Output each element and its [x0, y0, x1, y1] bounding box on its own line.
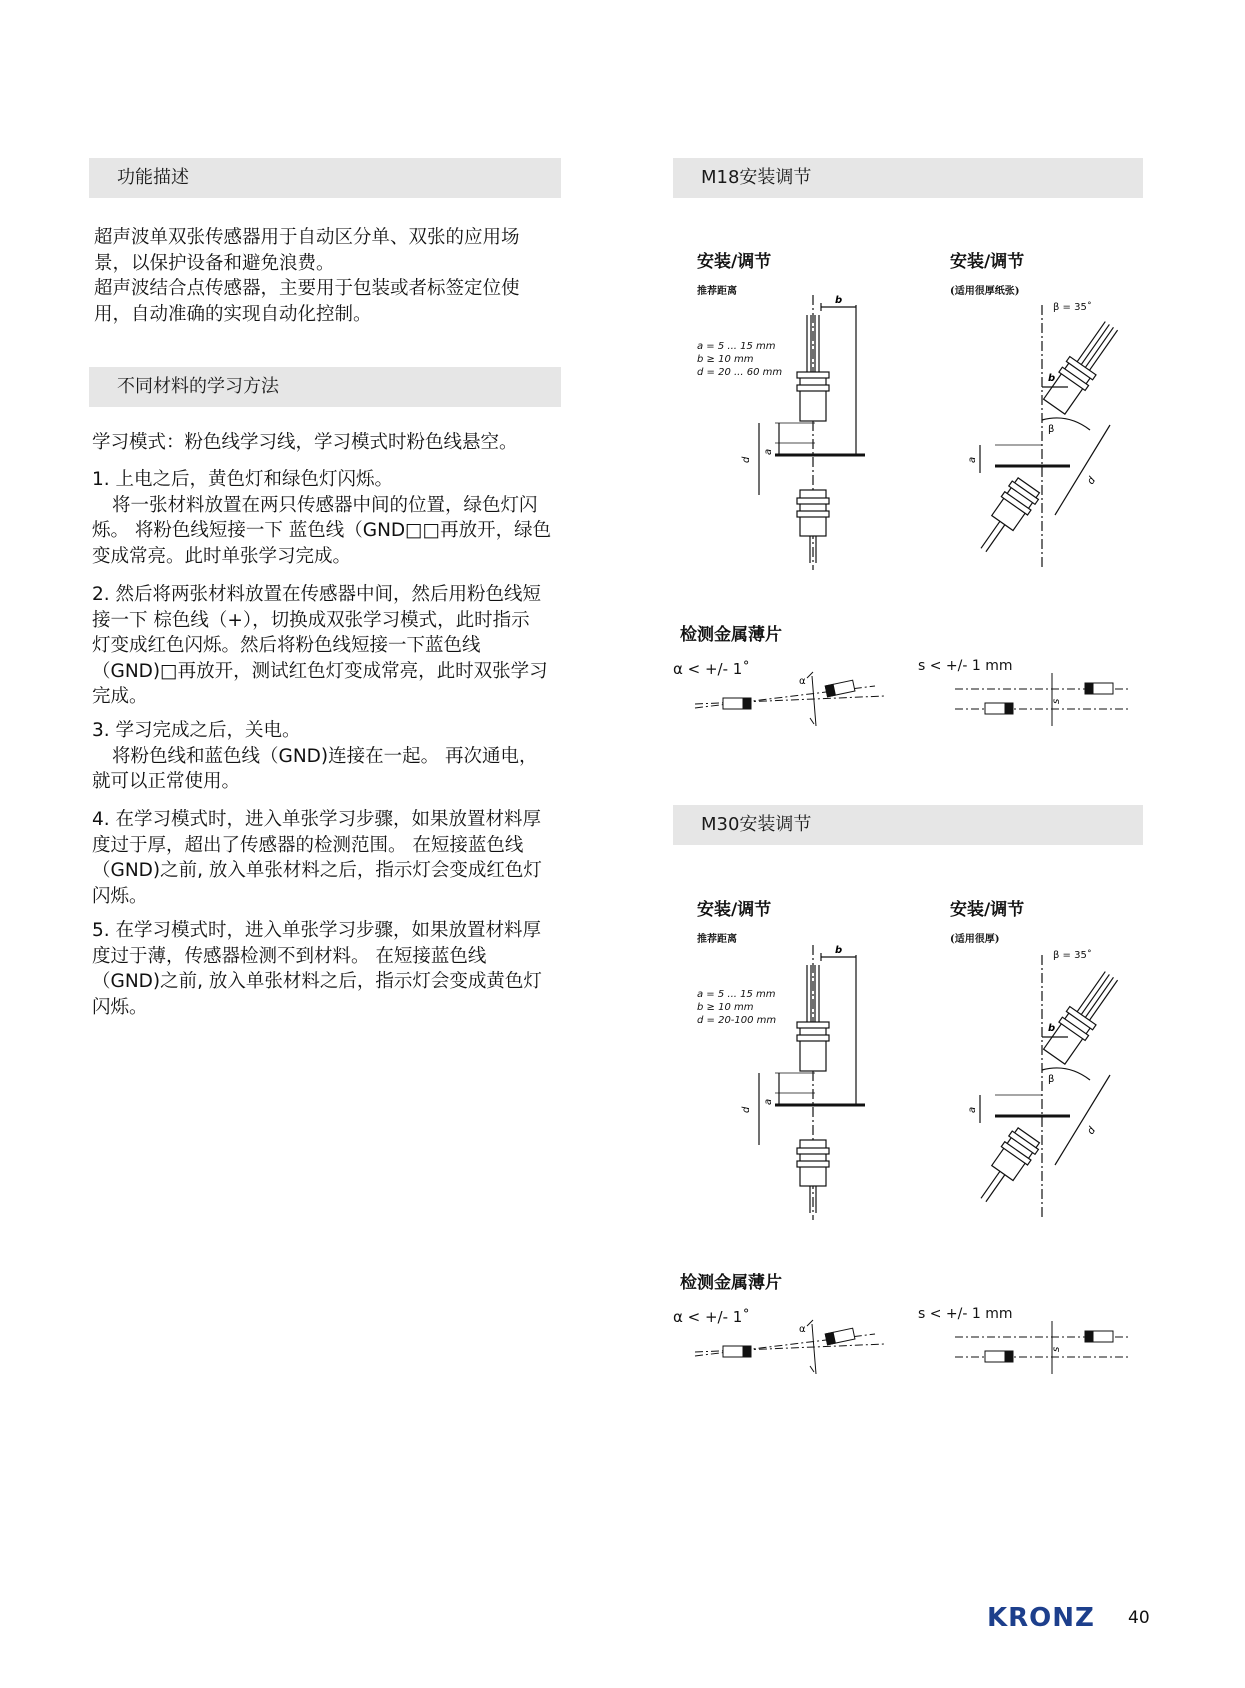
- b-dimension-label: b: [1048, 1023, 1056, 1034]
- page-number: 40: [1128, 1608, 1150, 1628]
- spec-b: b ≥ 10 mm: [697, 354, 754, 365]
- text-line: 5. 在学习模式时，进入单张学习步骤，如果放置材料厚: [92, 920, 542, 941]
- text-line: 度过于薄，传感器检测不到材料。 在短接蓝色线: [92, 945, 487, 967]
- text-line: 就可以正常使用。: [92, 771, 241, 792]
- m18-diagram2-subtitle: (适用很厚纸张): [950, 286, 1020, 297]
- text-line: 4. 在学习模式时，进入单张学习步骤，如果放置材料厚: [92, 809, 542, 830]
- beta-angle-label: β = 35˚: [1053, 950, 1092, 961]
- text-line: 超声波结合点传感器，主要用于包装或者标签定位使: [94, 278, 520, 299]
- text-line: 闪烁。: [92, 996, 148, 1018]
- m18-diagram1-subtitle: 推荐距离: [697, 286, 737, 297]
- text-line: 1. 上电之后，黄色灯和绿色灯闪烁。: [92, 469, 394, 490]
- text-line: 闪烁。: [92, 885, 148, 907]
- text-line: 灯变成红色闪烁。然后将粉色线短接一下蓝色线: [92, 635, 481, 656]
- beta-symbol: β: [1048, 1074, 1055, 1085]
- m30-angled-sensor-diagram: [960, 955, 1120, 1225]
- section-header-function: [89, 158, 561, 198]
- spec-d: d = 20 ... 60 mm: [697, 367, 783, 378]
- section-header-m30: [673, 805, 1143, 845]
- m18-angled-sensor-diagram: [960, 305, 1120, 575]
- beta-symbol: β: [1048, 424, 1055, 435]
- m18-s-offset-diagram: [955, 668, 1130, 728]
- m18-alpha-diagram: [695, 668, 885, 728]
- spec-d: d = 20-100 mm: [697, 1015, 777, 1026]
- text-line: 学习模式：粉色线学习线，学习模式时粉色线悬空。: [92, 432, 518, 453]
- learning-step-4: [92, 807, 572, 909]
- m18-diagram1-title: 安装/调节: [697, 252, 772, 272]
- m30-detect-title: 检测金属薄片: [680, 1273, 782, 1293]
- a-dimension-label: a: [967, 1106, 978, 1113]
- text-line: （GND)之前, 放入单张材料之后，指示灯会变成红色灯: [92, 860, 542, 881]
- text-line: （GND)之前, 放入单张材料之后，指示灯会变成黄色灯: [92, 971, 542, 992]
- text-line: 将粉色线和蓝色线（GND)连接在一起。 再次通电，: [112, 745, 538, 767]
- d-dimension-label: d: [1085, 475, 1099, 487]
- text-line: 完成。: [92, 686, 148, 707]
- m18-s-tolerance: s < +/- 1 mm: [918, 658, 1013, 674]
- text-line: 度过于厚，超出了传感器的检测范围。 在短接蓝色线: [92, 834, 524, 856]
- spec-b: b ≥ 10 mm: [697, 1002, 754, 1013]
- m18-diagram2-title: 安装/调节: [950, 252, 1025, 272]
- a-dimension-label: a: [763, 448, 774, 455]
- a-dimension-label: a: [763, 1098, 774, 1105]
- b-dimension-label: b: [835, 945, 843, 956]
- m18-alpha-tolerance: α < +/- 1˚: [673, 660, 750, 678]
- m30-diagram1-subtitle: 推荐距离: [697, 934, 737, 945]
- learning-step-1: [92, 467, 572, 569]
- beta-angle-label: β = 35˚: [1053, 302, 1092, 313]
- text-line: 将一张材料放置在两只传感器中间的位置，绿色灯闪: [112, 494, 538, 516]
- text-line: 超声波单双张传感器用于自动区分单、双张的应用场: [94, 227, 520, 248]
- text-line: 2. 然后将两张材料放置在传感器中间，然后用粉色线短: [92, 584, 542, 605]
- spec-a: a = 5 ... 15 mm: [697, 989, 776, 1000]
- m30-diagram1-title: 安装/调节: [697, 900, 772, 920]
- section-header-m18: [673, 158, 1143, 198]
- learning-intro: [92, 430, 572, 456]
- m18-opposed-sensor-diagram: [735, 295, 875, 570]
- m18-detect-title: 检测金属薄片: [680, 625, 782, 645]
- s-dimension-label: s: [1051, 698, 1062, 704]
- text-line: 用，自动准确的实现自动化控制。: [94, 303, 372, 325]
- spec-a: a = 5 ... 15 mm: [697, 341, 776, 352]
- section-title: M30安装调节: [701, 814, 812, 835]
- learning-step-5: [92, 918, 572, 1020]
- alpha-symbol: α: [799, 1324, 806, 1335]
- b-dimension-label: b: [835, 295, 843, 306]
- text-line: 烁。 将粉色线短接一下 蓝色线（GND□□再放开，绿色: [92, 520, 552, 541]
- m30-s-offset-diagram: [955, 1316, 1130, 1376]
- kronz-logo: KRONZ: [987, 1603, 1095, 1633]
- d-dimension-label: d: [741, 1106, 752, 1113]
- section-header-learning: [89, 367, 561, 407]
- section-title: 不同材料的学习方法: [117, 376, 279, 397]
- function-description: [94, 225, 564, 327]
- s-dimension-label: s: [1051, 1346, 1062, 1352]
- m30-s-tolerance: s < +/- 1 mm: [918, 1306, 1013, 1322]
- section-title: M18安装调节: [701, 167, 812, 188]
- text-line: 变成常亮。此时单张学习完成。: [92, 545, 352, 567]
- a-dimension-label: a: [967, 456, 978, 463]
- b-dimension-label: b: [1048, 373, 1056, 384]
- learning-step-2: [92, 582, 572, 710]
- m30-opposed-sensor-diagram: [735, 945, 875, 1220]
- text-line: 接一下 棕色线（+），切换成双张学习模式，此时指示: [92, 609, 530, 631]
- m30-diagram2-title: 安装/调节: [950, 900, 1025, 920]
- m30-diagram2-subtitle: (适用很厚): [950, 934, 1000, 945]
- m30-alpha-diagram: [695, 1316, 885, 1376]
- d-dimension-label: d: [741, 456, 752, 463]
- text-line: 景，以保护设备和避免浪费。: [94, 252, 335, 274]
- learning-step-3: [92, 718, 572, 795]
- text-line: （GND)□再放开，测试红色灯变成常亮，此时双张学习: [92, 660, 548, 682]
- section-title: 功能描述: [117, 167, 189, 188]
- m30-alpha-tolerance: α < +/- 1˚: [673, 1308, 750, 1326]
- text-line: 3. 学习完成之后，关电。: [92, 720, 301, 741]
- alpha-symbol: α: [799, 676, 806, 687]
- d-dimension-label: d: [1085, 1125, 1099, 1137]
